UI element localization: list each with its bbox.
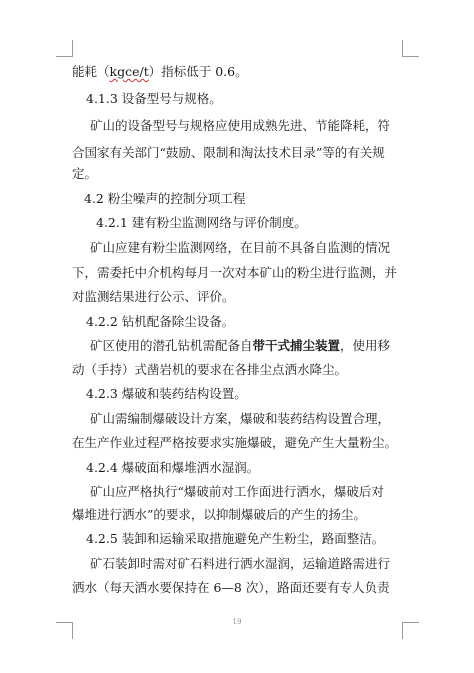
section-heading: 4.2 粉尘噪声的控制分项工程 [84,191,246,206]
text-run: 矿区使用的潜孔钻机需配备自 [90,338,253,353]
spellcheck-underlined-text: kgce/t [109,64,149,79]
text-line: 下，需委托中介机构每月一次对本矿山的粉尘进行监测，并 [72,265,398,280]
text-line: 洒水（每天洒水要保持在 6—8 次），路面还要有专人负责 [72,580,390,595]
text-line: 定。 [72,166,98,181]
section-heading: 4.2.1 建有粉尘监测网络与评价制度。 [96,215,307,230]
text-line: 矿山的设备型号与规格应使用成熟先进、节能降耗，符 [90,118,391,133]
text-line: 对监测结果进行公示、评价。 [72,289,235,304]
text-run: 能耗（ [72,64,110,79]
text-line: 动（手持）式凿岩机的要求在各排尘点洒水降尘。 [72,362,348,377]
section-heading: 4.2.4 爆破面和爆堆洒水湿润。 [86,460,260,475]
section-heading: 4.1.3 设备型号与规格。 [86,91,222,106]
text-line: 在生产作业过程严格按要求实施爆破，避免产生大量粉尘。 [72,435,398,450]
page-number: 19 [232,618,242,626]
text-line [72,64,248,80]
section-heading: 4.2.3 爆破和装药结构设置。 [86,386,247,401]
text-line: 爆堆进行洒水”的要求，以抑制爆破后的产生的扬尘。 [72,507,366,522]
crop-mark-top-left [56,40,73,57]
text-line [90,338,390,354]
section-heading: 4.2.2 钻机配备除尘设备。 [86,314,235,329]
text-line: 合国家有关部门“鼓励、限制和淘汰技术目录”等的有关规 [72,145,385,160]
crop-mark-top-right [402,40,419,57]
text-line: 矿山应严格执行“爆破前对工作面进行洒水，爆破后对 [90,484,384,499]
text-run: ，使用移 [340,338,391,353]
text-line: 矿山需编制爆破设计方案，爆破和装药结构设置合理， [90,411,391,426]
text-line: 矿石装卸时需对矿石料进行洒水湿润，运输道路需进行 [90,556,391,571]
bold-text: 带干式捕尘装置 [252,338,341,353]
text-line: 矿山应建有粉尘监测网络，在目前不具备自监测的情况 [90,240,391,255]
text-run: ）指标低于 0.6。 [148,64,248,79]
section-heading: 4.2.5 装卸和运输采取措施避免产生粉尘，路面整洁。 [86,531,385,546]
